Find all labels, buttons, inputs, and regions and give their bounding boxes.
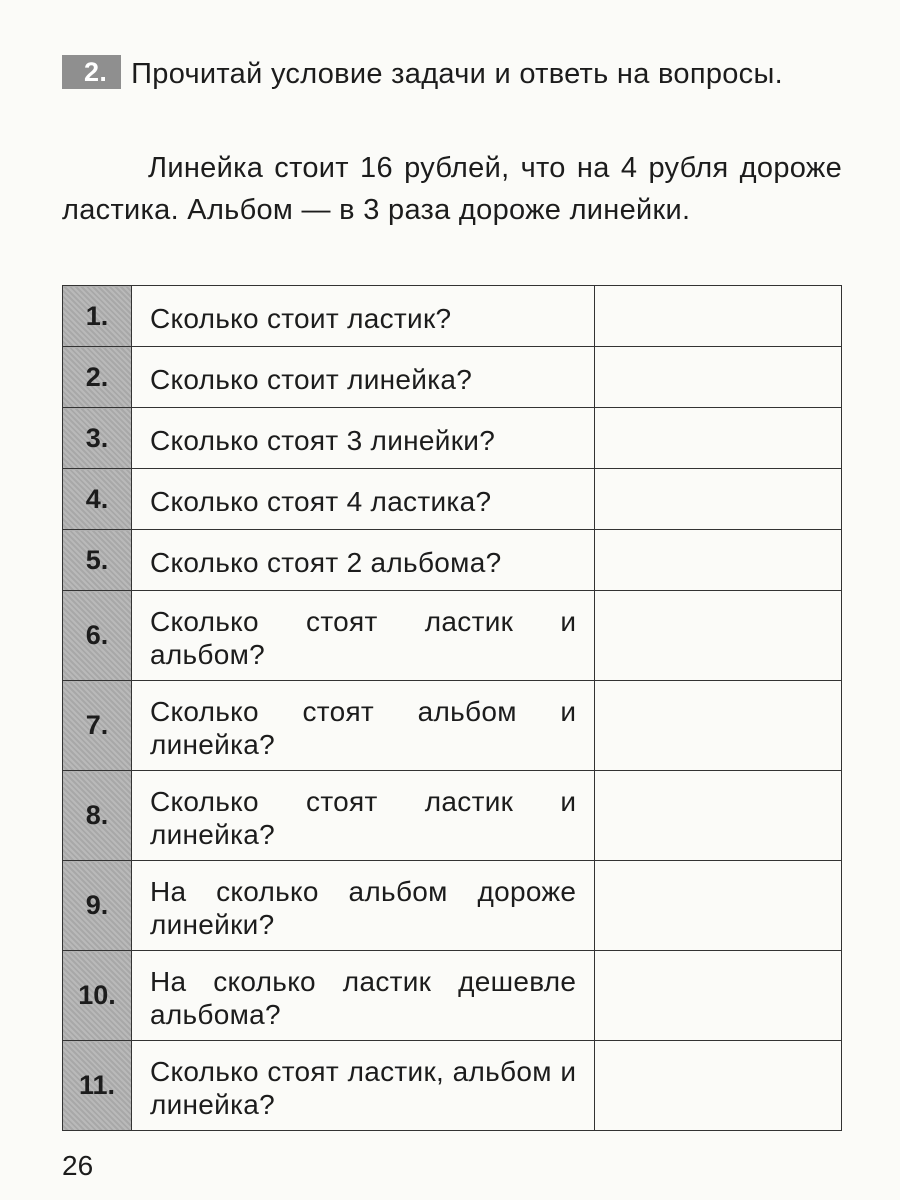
question-text: Сколько стоят альбом и линейка?: [131, 681, 594, 771]
answer-field[interactable]: [595, 681, 842, 771]
answer-field[interactable]: [595, 861, 842, 951]
task-instruction: Прочитай условие задачи и ответь на вопросы.: [131, 58, 783, 90]
page-number: 26: [62, 1150, 94, 1181]
question-row: [63, 286, 842, 347]
answer-field[interactable]: [595, 951, 842, 1041]
question-row: [63, 469, 842, 530]
answer-field[interactable]: [595, 1041, 842, 1131]
question-number: 11.: [63, 1041, 132, 1131]
questions-table: [62, 285, 842, 1131]
task-number-badge: 2.: [62, 55, 121, 89]
question-row: [63, 408, 842, 469]
problem-statement: Линейка стоит 16 рублей, что на 4 рубля дороже ластика. Альбом — в 3 раза дороже линейки.: [62, 152, 842, 226]
question-text: Сколько стоит ластик?: [131, 286, 594, 347]
question-number: 7.: [63, 681, 132, 771]
question-text: Сколько стоит линейка?: [131, 347, 594, 408]
question-text: На сколько ластик дешевле альбома?: [131, 951, 594, 1041]
question-row: [63, 530, 842, 591]
question-row: [63, 861, 842, 951]
question-text: Сколько стоят 4 ластика?: [131, 469, 594, 530]
question-row: [63, 771, 842, 861]
question-text: Сколько стоят ластик и линейка?: [131, 771, 594, 861]
question-text: Сколько стоят 2 альбома?: [131, 530, 594, 591]
question-number: 2.: [63, 347, 132, 408]
question-row: [63, 951, 842, 1041]
task-header: [62, 55, 842, 93]
question-text: Сколько стоят ластик и альбом?: [131, 591, 594, 681]
question-number: 4.: [63, 469, 132, 530]
question-row: [63, 1041, 842, 1131]
question-number: 1.: [63, 286, 132, 347]
answer-field[interactable]: [595, 469, 842, 530]
question-text: На сколько альбом дороже линейки?: [131, 861, 594, 951]
answer-field[interactable]: [595, 771, 842, 861]
question-row: [63, 591, 842, 681]
answer-field[interactable]: [595, 286, 842, 347]
question-number: 5.: [63, 530, 132, 591]
answer-field[interactable]: [595, 530, 842, 591]
answer-field[interactable]: [595, 591, 842, 681]
question-row: [63, 681, 842, 771]
question-number: 3.: [63, 408, 132, 469]
question-text: Сколько стоят ластик, альбом и линейка?: [131, 1041, 594, 1131]
question-number: 8.: [63, 771, 132, 861]
question-row: [63, 347, 842, 408]
question-text: Сколько стоят 3 линейки?: [131, 408, 594, 469]
answer-field[interactable]: [595, 347, 842, 408]
question-number: 10.: [63, 951, 132, 1041]
question-number: 6.: [63, 591, 132, 681]
answer-field[interactable]: [595, 408, 842, 469]
question-number: 9.: [63, 861, 132, 951]
